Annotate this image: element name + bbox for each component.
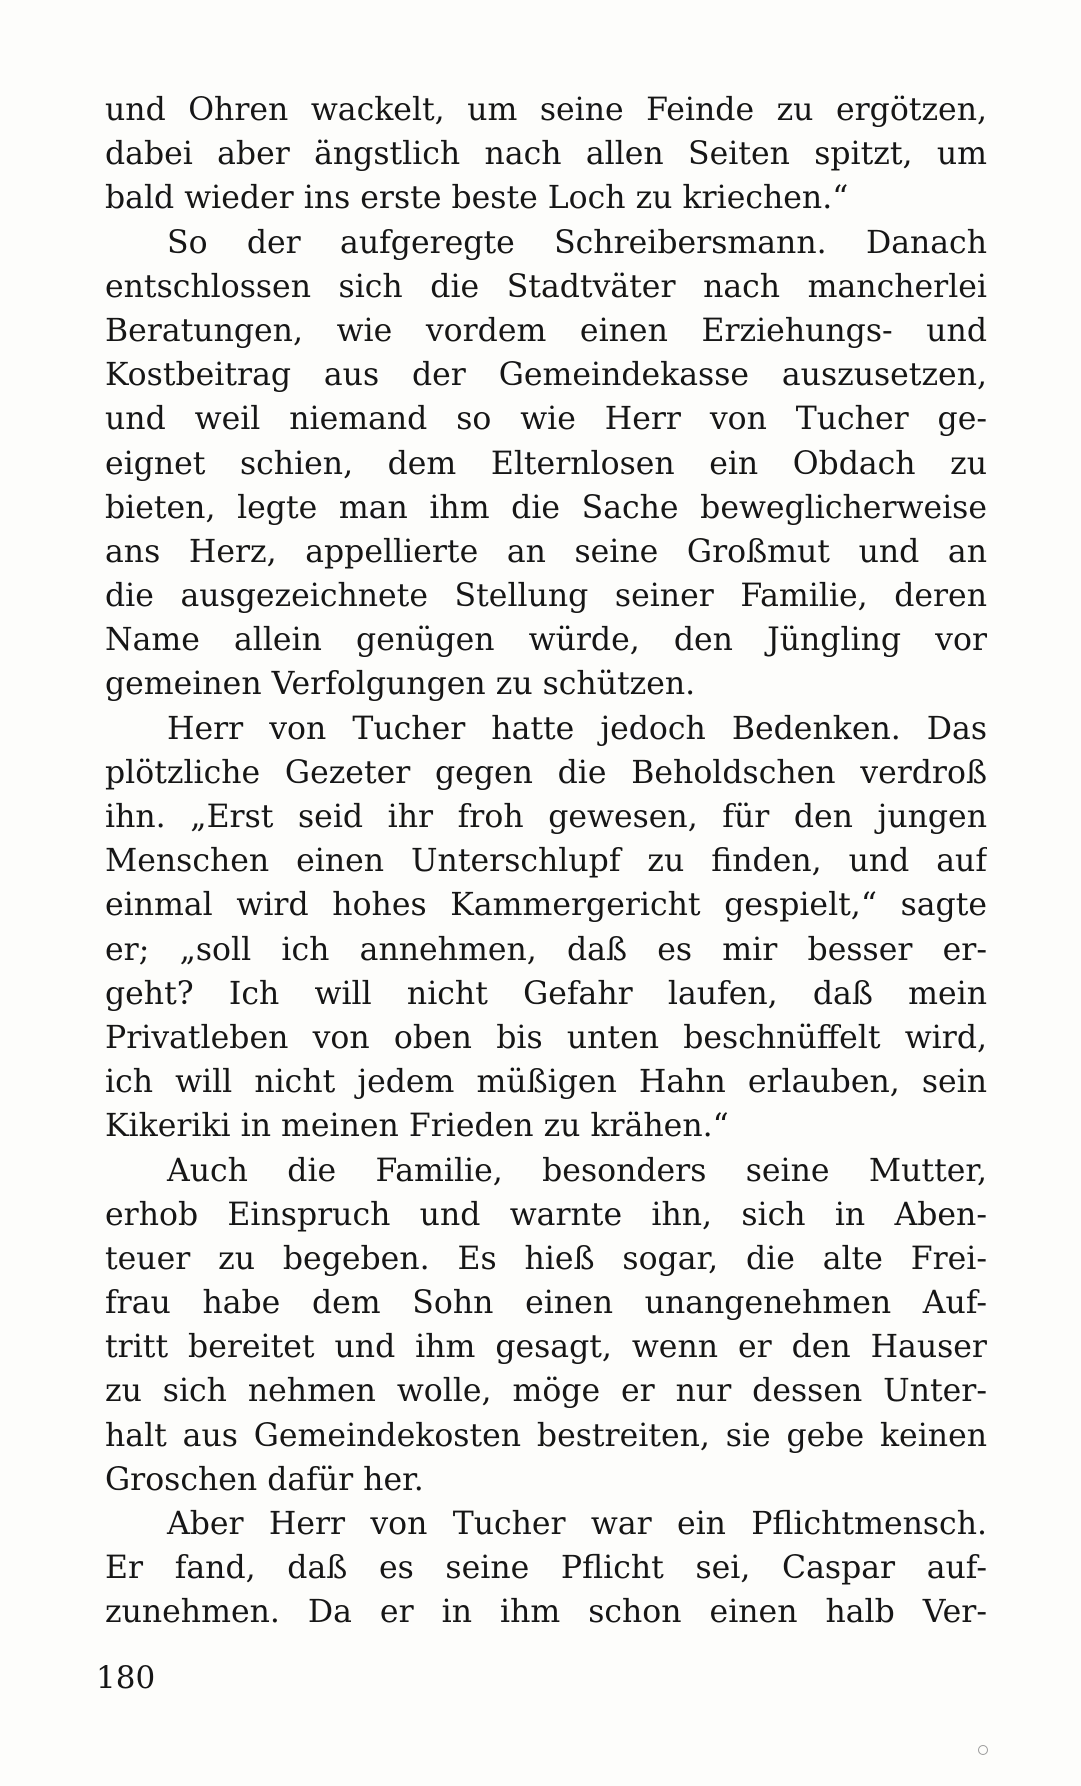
text-line: bald wieder ins erste beste Loch zu kriechen.“ xyxy=(105,180,849,217)
paragraph-first-line: Herr von Tucher hatte jedoch Bedenken. Das xyxy=(167,710,987,747)
text-line: ans Herz, appellierte an seine Großmut und an xyxy=(105,533,987,570)
text-line: teuer zu begeben. Es hieß sogar, die alte Frei- xyxy=(105,1240,987,1277)
text-line: dabei aber ängstlich nach allen Seiten spitzt, um xyxy=(105,136,987,173)
text-line: Er fand, daß es seine Pflicht sei, Caspar auf- xyxy=(105,1550,987,1587)
text-line: Privatleben von oben bis unten beschnüffelt wird, xyxy=(105,1019,987,1056)
text-line: geht? Ich will nicht Gefahr laufen, daß mein xyxy=(105,975,987,1012)
paragraph-first-line: Auch die Familie, besonders seine Mutter, xyxy=(167,1152,987,1189)
text-line: frau habe dem Sohn einen unangenehmen Auf- xyxy=(105,1285,987,1322)
text-line: bieten, legte man ihm die Sache beweglicherweise xyxy=(105,489,987,526)
text-line: eignet schien, dem Elternlosen ein Obdach zu xyxy=(105,445,987,482)
paper-speck xyxy=(978,1745,988,1755)
book-page-text xyxy=(105,88,987,1635)
text-line: Kikeriki in meinen Frieden zu krähen.“ xyxy=(105,1108,729,1145)
paragraph-first-line: So der aufgeregte Schreibersmann. Danach xyxy=(167,224,987,261)
text-line: und Ohren wackelt, um seine Feinde zu ergötzen, xyxy=(105,92,987,128)
text-line: zunehmen. Da er in ihm schon einen halb Ver- xyxy=(105,1594,987,1631)
text-line: ihn. „Erst seid ihr froh gewesen, für den jungen xyxy=(105,799,987,835)
text-line: Menschen einen Unterschlupf zu finden, und auf xyxy=(105,843,987,880)
text-line: ich will nicht jedem müßigen Hahn erlauben, sein xyxy=(105,1064,987,1101)
text-line: halt aus Gemeindekosten bestreiten, sie gebe keinen xyxy=(105,1417,987,1454)
text-line: Groschen dafür her. xyxy=(105,1461,424,1498)
text-line: entschlossen sich die Stadtväter nach mancherlei xyxy=(105,268,987,305)
text-line: Name allein genügen würde, den Jüngling vor xyxy=(105,622,987,659)
text-line: einmal wird hohes Kammergericht gespielt,“ sagte xyxy=(105,887,987,924)
text-line: die ausgezeichnete Stellung seiner Familie, deren xyxy=(105,578,987,615)
text-line: und weil niemand so wie Herr von Tucher ge- xyxy=(105,401,987,438)
text-line: zu sich nehmen wolle, möge er nur dessen Unter- xyxy=(105,1373,987,1410)
text-line: gemeinen Verfolgungen zu schützen. xyxy=(105,666,696,703)
text-line: plötzliche Gezeter gegen die Beholdschen verdroß xyxy=(105,754,987,791)
text-line: tritt bereitet und ihm gesagt, wenn er den Hauser xyxy=(105,1329,987,1366)
page-number: 180 xyxy=(96,1660,156,1696)
text-line: Kostbeitrag aus der Gemeindekasse auszusetzen, xyxy=(105,357,987,394)
paragraph-first-line: Aber Herr von Tucher war ein Pflichtmensch. xyxy=(167,1506,987,1542)
text-line: er; „soll ich annehmen, daß es mir besser er- xyxy=(105,931,987,968)
text-line: erhob Einspruch und warnte ihn, sich in Aben- xyxy=(105,1196,987,1233)
text-line: Beratungen, wie vordem einen Erziehungs- und xyxy=(105,312,987,349)
